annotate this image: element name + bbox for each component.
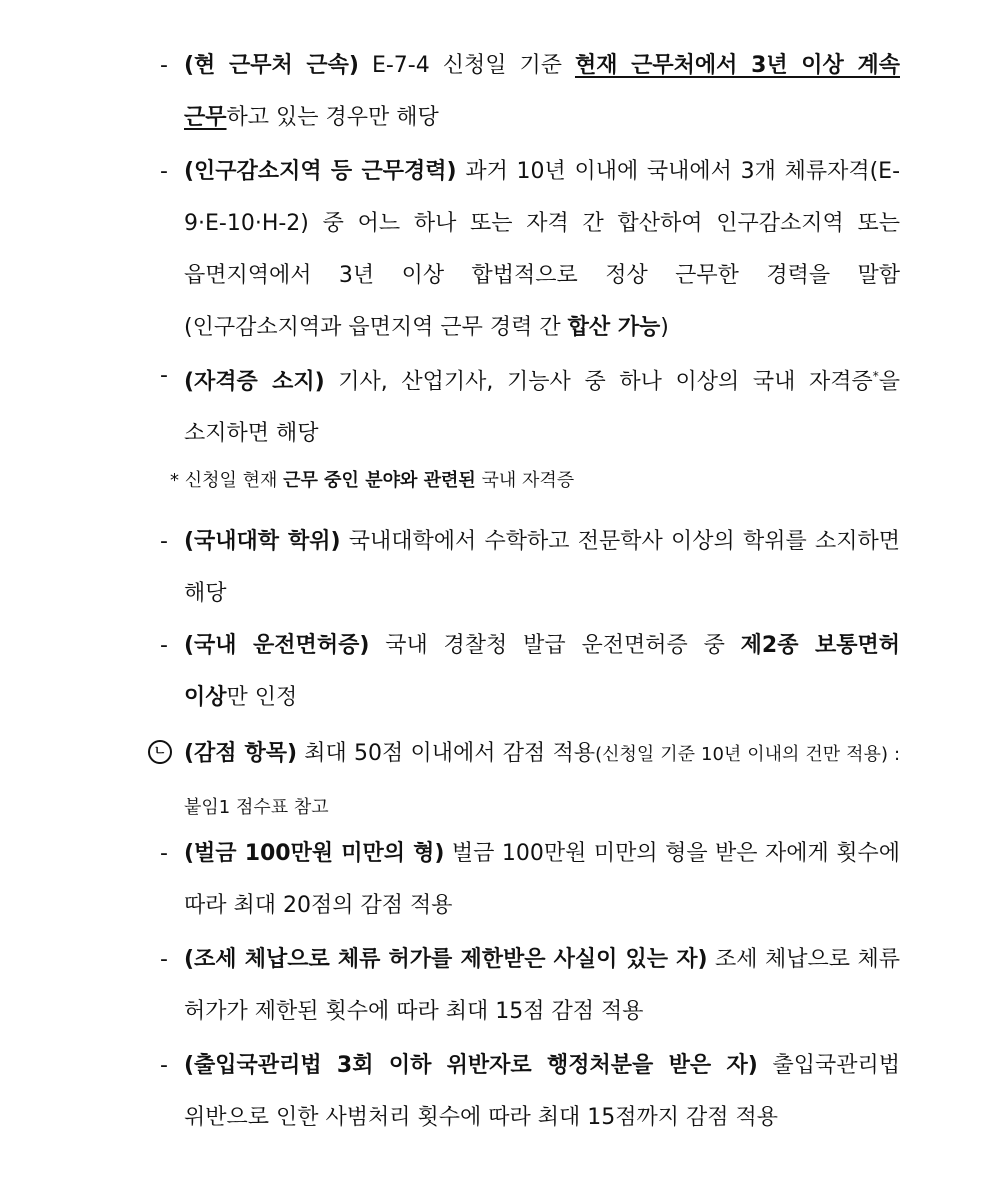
item-title: (국내대학 학위)	[184, 529, 341, 554]
item-title: (감점 항목)	[184, 741, 298, 766]
item-text-end: )	[660, 315, 669, 340]
item-title: (출입국관리법 3회 이하 위반자로 행정처분을 받은 자)	[184, 1053, 758, 1078]
item-body	[184, 516, 900, 620]
item-text: 조세 체납으로 체류 허가가 제한된 횟수에 따라 최대 15점 감점 적용	[184, 947, 900, 1024]
item-small-text: (신청일 기준 10년 이내의 건만 적용) : 붙임1 점수표 참고	[184, 744, 901, 818]
footnote-prefix: * 신청일 현재	[170, 470, 284, 491]
item-body	[184, 146, 900, 354]
item-immigration-violation	[160, 1040, 900, 1144]
item-current-workplace	[160, 40, 900, 144]
item-body	[184, 1040, 900, 1144]
item-text-end: 을 소지하면 해당	[184, 369, 900, 447]
footnote-bold: 근무 중인 분야와 관련된	[283, 470, 476, 491]
item-depopulation-area	[160, 146, 900, 354]
bullet-dash: -	[160, 947, 168, 972]
item-deduction	[153, 728, 901, 834]
item-bold-text: 제2종 보통면허 이상	[184, 633, 900, 710]
bullet-dash: -	[160, 841, 168, 866]
item-fine	[160, 828, 900, 932]
item-text: E-7-4 신청일 기준	[358, 53, 575, 78]
item-text: 벌금 100만원 미만의 형을 받은 자에게 횟수에 따라 최대 20점의 감점 적용	[184, 841, 900, 918]
item-body	[184, 828, 900, 932]
bullet-dash: -	[160, 363, 168, 388]
item-text-end: 하고 있는 경우만 해당	[226, 105, 439, 130]
footnote	[170, 466, 574, 496]
bullet-dash: -	[160, 159, 168, 184]
item-drivers-license	[160, 620, 900, 724]
item-title: (벌금 100만원 미만의 형)	[184, 841, 445, 866]
item-bold-text: 합산 가능	[567, 315, 661, 340]
item-title: (인구감소지역 등 근무경력)	[184, 159, 457, 184]
item-tax-delinquency	[160, 934, 900, 1038]
item-body	[184, 40, 900, 144]
item-text: 과거 10년 이내에 국내에서 3개 체류자격(E-9·E-10·H-2) 중 어느 하나 또는 자격 간 합산하여 인구감소지역 또는 읍면지역에서 3년 이상 합법적으로 정상 근무한 경력을 말함(인구감소지역과 읍면지역 근무 경력 간	[184, 159, 901, 340]
item-text-end: 만 인정	[226, 685, 298, 710]
item-text: 출입국관리법 위반으로 인한 사범처리 횟수에 따라 최대 15점까지 감점 적용	[184, 1053, 900, 1130]
footnote-mark: *	[872, 369, 879, 383]
item-text: 국내대학에서 수학하고 전문학사 이상의 학위를 소지하면 해당	[184, 529, 900, 606]
bullet-dash: -	[160, 529, 168, 554]
item-title: (국내 운전면허증)	[184, 633, 370, 658]
item-body	[184, 350, 900, 460]
item-title: (조세 체납으로 체류 허가를 제한받은 사실이 있는 자)	[184, 947, 708, 972]
bullet-dash: -	[160, 633, 168, 658]
item-text: 국내 경찰청 발급 운전면허증 중	[369, 633, 741, 658]
item-text: 최대 50점 이내에서 감점 적용	[297, 741, 596, 766]
item-certificate	[160, 350, 900, 460]
item-body	[184, 728, 900, 834]
item-domestic-degree	[160, 516, 900, 620]
circle-marker-icon: ㄴ	[148, 740, 172, 764]
item-underlined-text: 현재 근무처에서 3년 이상 계속 근무	[184, 53, 900, 130]
item-text: 기사, 산업기사, 기능사 중 하나 이상의 국내 자격증	[324, 369, 873, 395]
bullet-dash: -	[160, 1053, 168, 1078]
item-title: (현 근무처 근속)	[184, 53, 359, 78]
footnote-suffix: 국내 자격증	[475, 470, 575, 491]
item-body	[184, 620, 900, 724]
item-body	[184, 934, 900, 1038]
item-title: (자격증 소지)	[184, 369, 325, 395]
bullet-dash: -	[160, 53, 168, 78]
